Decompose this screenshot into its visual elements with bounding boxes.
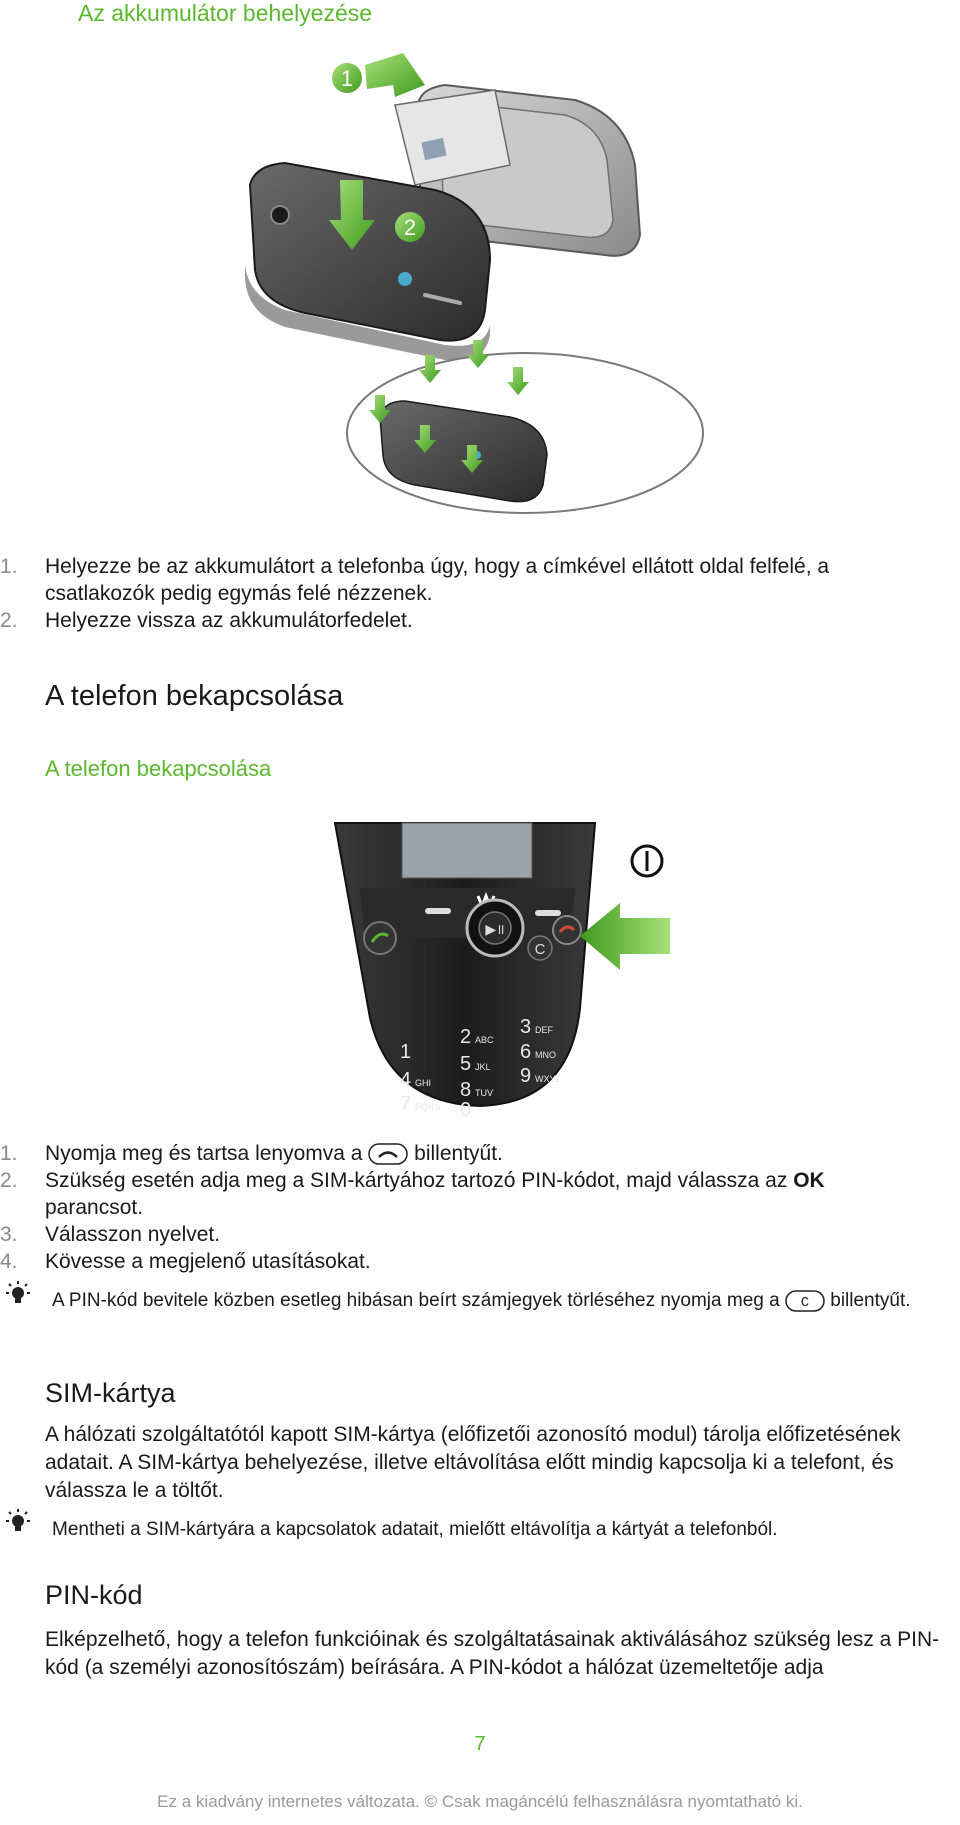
svg-text:TUV: TUV [475, 1088, 493, 1098]
power-step-3 [0, 1221, 905, 1248]
insert-arrow-1 [365, 53, 425, 97]
step-text: Kövesse a megjelenő utasításokat. [45, 1250, 371, 1273]
ok-command: OK [793, 1169, 825, 1192]
svg-text:PQRS: PQRS [415, 1102, 441, 1112]
sim-paragraph: A hálózati szolgáltatótól kapott SIM-kártya (előfizetői azonosító modul) tárolja előfizetésének adatait. A SIM-kártya behelyezése, illetve eltávolítása előtt mindig kapcsolja ki a telefont, és válassza le a töltőt. [45, 1423, 901, 1502]
pin-section-heading: PIN-kód [45, 1580, 143, 1610]
svg-text:8: 8 [460, 1079, 472, 1101]
step-text-before: Szükség esetén adja meg a SIM-kártyához tartozó PIN-kódot, majd válassza az [45, 1169, 788, 1192]
pin-tip [52, 1287, 942, 1314]
sim-section-heading: SIM-kártya [45, 1378, 176, 1408]
tip-lightbulb-icon [2, 1280, 34, 1312]
power-section-subheading: A telefon bekapcsolása [45, 756, 272, 781]
callout-2-label: 2 [403, 215, 417, 240]
power-step-2 [0, 1167, 905, 1221]
step-number: 2. [0, 1169, 18, 1192]
svg-text:2: 2 [460, 1026, 472, 1048]
svg-text:C: C [534, 941, 546, 958]
magnified-detail [347, 340, 703, 513]
battery-step-1 [0, 553, 905, 607]
svg-text:0: 0 [460, 1099, 472, 1118]
step-text: Válasszon nyelvet. [45, 1223, 221, 1246]
call-key-icon [364, 922, 396, 954]
svg-text:MNO: MNO [535, 1050, 556, 1060]
svg-text:WXYZ: WXYZ [535, 1074, 561, 1084]
press-arrow [580, 903, 670, 970]
step-number: 1. [0, 1142, 18, 1165]
svg-text:JKL: JKL [475, 1062, 491, 1072]
svg-text:C: C [800, 1294, 810, 1311]
step-text-after: parancsot. [45, 1196, 144, 1219]
tip-text-before: A PIN-kód bevitele közben esetleg hibásan beírt számjegyek törléséhez nyomja meg a [52, 1290, 780, 1311]
step-number: 4. [0, 1250, 18, 1273]
tip-text-after: billentyűt. [830, 1290, 911, 1311]
callout-1-label: 1 [340, 66, 354, 91]
pin-paragraph: Elképzelhető, hogy a telefon funkcióinak és szolgáltatásainak aktiválásához szükség lesz a PIN-kód (a személyi azonosítószám) beírására. A PIN-kódot a hálózat üzemeltetője adja [45, 1628, 940, 1679]
battery-insertion-illustration [245, 45, 745, 515]
power-steps-list [0, 1140, 905, 1275]
page-number: 7 [474, 1733, 486, 1755]
power-step-1 [0, 1140, 905, 1167]
power-key-icon [553, 916, 581, 944]
svg-text:▶॥: ▶॥ [485, 922, 505, 938]
svg-text:ABC: ABC [475, 1035, 494, 1045]
svg-text:1: 1 [400, 1041, 412, 1063]
battery-section-heading: Az akkumulátor behelyezése [78, 0, 373, 26]
callout-2 [395, 212, 425, 242]
svg-text:3: 3 [520, 1016, 532, 1038]
battery-steps-list [0, 553, 905, 634]
step-text-after: billentyűt. [414, 1142, 503, 1165]
sim-tip: Mentheti a SIM-kártyára a kapcsolatok adatait, mielőtt eltávolítja a kártyát a telefonból. [52, 1519, 778, 1540]
step-number: 2. [0, 609, 18, 632]
clear-key-inline-icon [785, 1290, 825, 1312]
svg-text:4: 4 [400, 1069, 412, 1091]
step-text: Helyezze vissza az akkumulátorfedelet. [45, 609, 413, 632]
power-on-illustration [330, 818, 680, 1118]
svg-text:5: 5 [460, 1053, 472, 1075]
callout-1 [332, 63, 362, 93]
power-step-4 [0, 1248, 905, 1275]
step-number: 3. [0, 1223, 18, 1246]
svg-text:6: 6 [520, 1041, 532, 1063]
svg-text:7: 7 [400, 1093, 412, 1115]
right-soft-key [535, 910, 561, 916]
power-section-heading: A telefon bekapcsolása [45, 680, 344, 712]
left-soft-key [425, 908, 451, 914]
step-text: Helyezze be az akkumulátort a telefonba úgy, hogy a címkével ellátott oldal felfelé, a csatlakozók pedig egymás felé nézzenek. [45, 555, 830, 605]
tip-lightbulb-icon [2, 1508, 34, 1540]
step-number: 1. [0, 555, 18, 578]
battery-step-2 [0, 607, 905, 634]
svg-text:9: 9 [520, 1065, 532, 1087]
step-text-before: Nyomja meg és tartsa lenyomva a [45, 1142, 363, 1165]
page-footer: Ez a kiadvány internetes változata. © Csak magáncélú felhasználásra nyomtatható ki. [157, 1792, 803, 1811]
svg-text:GHI: GHI [415, 1078, 432, 1088]
end-key-icon [368, 1143, 408, 1165]
svg-text:DEF: DEF [535, 1025, 553, 1035]
